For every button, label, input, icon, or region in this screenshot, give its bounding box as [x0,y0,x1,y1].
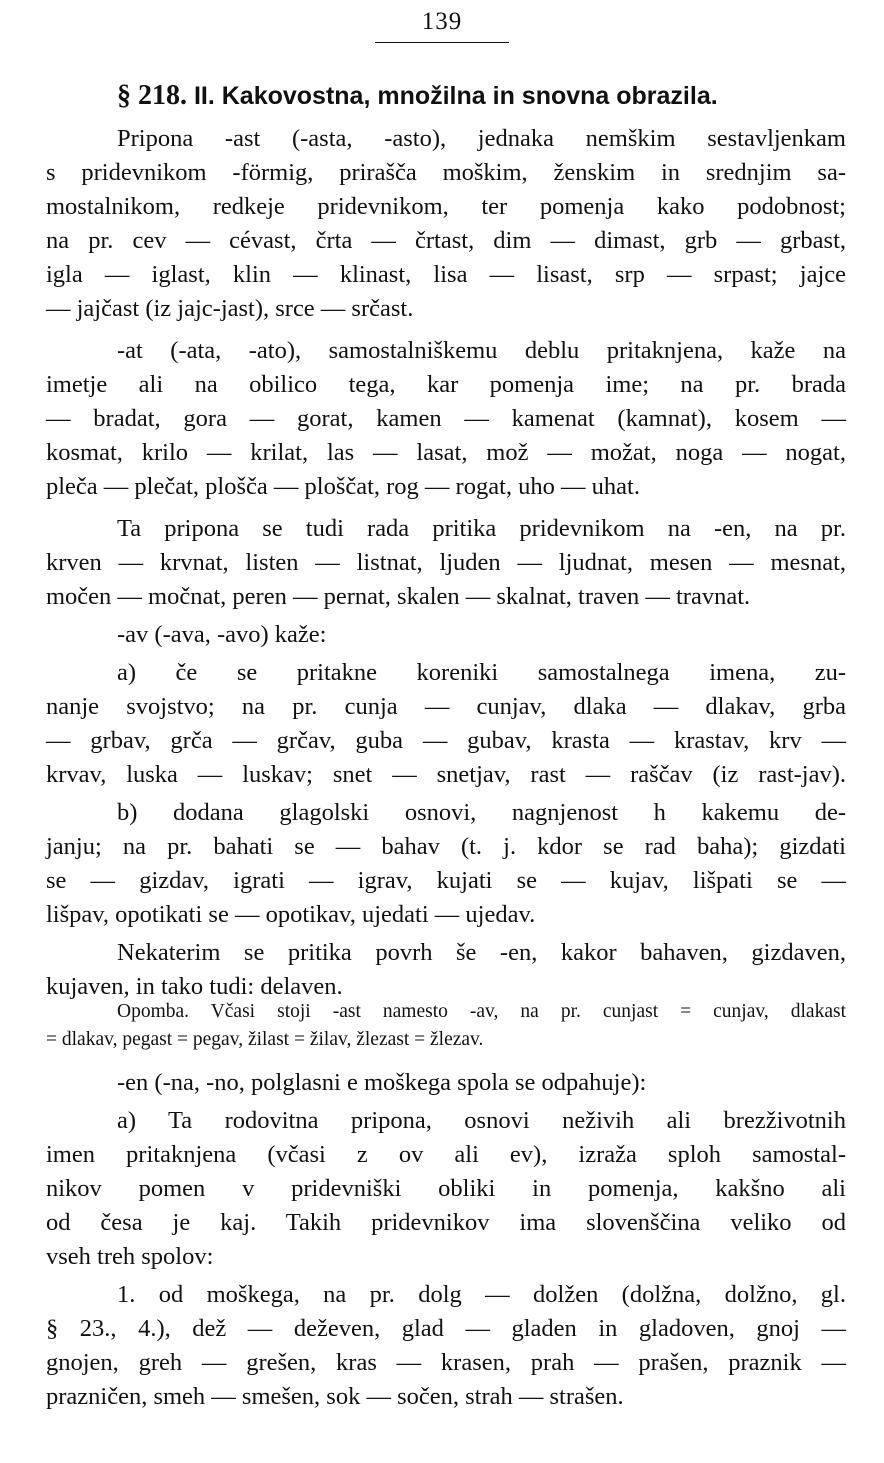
text-line: § 23., 4.), dež — deževen, glad — gladen in gladoven, gnoj — [46,1315,846,1342]
text-line: kosmat, krilo — krilat, las — lasat, mož — možat, noga — nogat, [46,439,846,466]
page-number: 139 [421,8,463,35]
text-line: — jajčast (iz jajc-jast), srce — srčast. [46,295,414,322]
text-line: imetje ali na obilico tega, kar pomenja ime; na pr. brada [46,371,846,398]
text-line: igla — iglast, klin — klinast, lisa — lisast, srp — srpast; jajce [46,261,846,288]
text-line: -at (-ata, -ato), samostalniškemu deblu pritaknjena, kaže na [117,337,846,364]
text-line: krven — krvnat, listen — listnat, ljuden — ljudnat, mesen — mesnat, [46,549,846,576]
section-number: § 218. [117,80,187,111]
text-line: -av (-ava, -avo) kaže: [117,621,327,648]
text-line: na pr. cev — cévast, črta — črtast, dim — dimast, grb — grbast, [46,227,846,254]
text-line: prazničen, smeh — smešen, sok — sočen, strah — strašen. [46,1383,624,1410]
text-line: a) Ta rodovitna pripona, osnovi neživih ali brezživotnih [117,1107,846,1134]
text-line: močen — močnat, peren — pernat, skalen — skalnat, traven — travnat. [46,583,751,610]
text-line: lišpav, opotikati se — opotikav, ujedati — ujedav. [46,901,536,928]
text-line: Pripona -ast (-asta, -asto), jednaka nemškim sestavljenkam [117,125,846,152]
text-line: b) dodana glagolski osnovi, nagnjenost h kakemu de- [117,799,846,826]
section-heading [117,80,877,112]
text-line: od česa je kaj. Takih pridevnikov ima slovenščina veliko od [46,1209,846,1236]
text-line: nanje svojstvo; na pr. cunja — cunjav, dlaka — dlakav, grba [46,693,846,720]
text-line: 1. od moškega, na pr. dolg — dolžen (dolžna, dolžno, gl. [117,1281,846,1308]
text-line: s pridevnikom -förmig, prirašča moškim, ženskim in srednjim sa- [46,159,846,186]
note-line: Opomba. Včasi stoji -ast namesto -av, na pr. cunjast = cunjav, dlakast [117,1001,846,1022]
text-line: nikov pomen v pridevniški obliki in pomenja, kakšno ali [46,1175,846,1202]
text-line: a) če se pritakne koreniki samostalnega imena, zu- [117,659,846,686]
note-line: = dlakav, pegast = pegav, žilast = žilav, žlezast = žlezav. [46,1029,484,1050]
text-line: Nekaterim se pritika povrh še -en, kakor bahaven, gizdaven, [117,939,846,966]
text-line: gnojen, greh — grešen, kras — krasen, prah — prašen, praznik — [46,1349,846,1376]
text-line: — grbav, grča — grčav, guba — gubav, krasta — krastav, krv — [46,727,846,754]
text-line: janju; na pr. bahati se — bahav (t. j. kdor se rad baha); gizdati [46,833,846,860]
text-line: imen pritaknjena (včasi z ov ali ev), izraža sploh samostal- [46,1141,846,1168]
text-line: pleča — plečat, plošča — ploščat, rog — rogat, uho — uhat. [46,473,640,500]
text-line: krvav, luska — luskav; snet — snetjav, rast — raščav (iz rast-jav). [46,761,846,788]
text-line: se — gizdav, igrati — igrav, kujati se — kujav, lišpati se — [46,867,846,894]
text-line: kujaven, in tako tudi: delaven. [46,973,343,1000]
header-rule [375,42,509,43]
text-line: — bradat, gora — gorat, kamen — kamenat (kamnat), kosem — [46,405,846,432]
text-line: Ta pripona se tudi rada pritika pridevnikom na -en, na pr. [117,515,846,542]
text-line: -en (-na, -no, polglasni e moškega spola se odpahuje): [117,1069,647,1096]
text-line: mostalnikom, redkeje pridevnikom, ter pomenja kako podobnost; [46,193,846,220]
text-line: vseh treh spolov: [46,1243,214,1270]
section-title: II. Kakovostna, množilna in snovna obrazila. [193,82,718,110]
